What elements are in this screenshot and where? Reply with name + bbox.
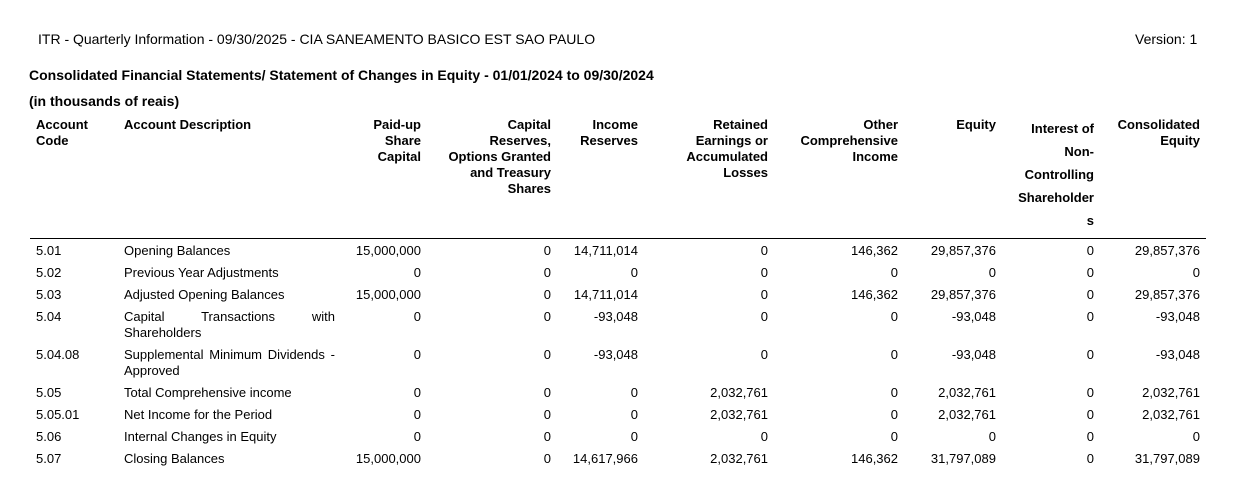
table-row — [30, 307, 1206, 345]
capital-reserves-value: 0 — [543, 385, 551, 400]
header-line: Paid-up — [373, 117, 421, 132]
table-row — [30, 449, 1206, 471]
col-header-equity: Equity — [904, 115, 1002, 239]
header-line: Retained — [713, 117, 768, 132]
col-header-other-comprehensive-income — [774, 115, 904, 239]
table-header-row — [30, 115, 1206, 239]
nci-value: 0 — [1086, 309, 1094, 324]
nci-value: 0 — [1086, 429, 1094, 444]
account-description: Supplemental Minimum Dividends - Approved — [124, 347, 335, 378]
header-line: Income — [592, 117, 638, 132]
header-line: Equity — [1160, 133, 1200, 148]
header-line: Non- — [1064, 144, 1094, 159]
nci-value: 0 — [1086, 243, 1094, 258]
equity-changes-table — [30, 115, 1206, 471]
account-description: Closing Balances — [124, 451, 225, 466]
oci-value: 0 — [890, 407, 898, 422]
header-line: Options Granted — [448, 149, 551, 164]
consolidated-equity-value: 29,857,376 — [1134, 287, 1200, 302]
capital-reserves-value: 0 — [543, 265, 551, 280]
paid-up-capital-value: 15,000,000 — [355, 243, 421, 258]
equity-value: 2,032,761 — [938, 407, 996, 422]
col-header-income-reserves — [557, 115, 644, 239]
account-code: 5.04 — [36, 309, 62, 324]
table-row — [30, 285, 1206, 307]
capital-reserves-value: 0 — [543, 451, 551, 466]
account-code: 5.01 — [36, 243, 62, 258]
unit-subtitle: (in thousands of reais) — [29, 93, 180, 109]
header-line: s — [1086, 213, 1094, 228]
header-line: Comprehensive — [800, 133, 898, 148]
oci-value: 0 — [890, 347, 898, 362]
equity-value: 2,032,761 — [938, 385, 996, 400]
account-description: Net Income for the Period — [124, 407, 273, 422]
header-line: Consolidated — [1117, 117, 1200, 132]
oci-value: 146,362 — [851, 451, 898, 466]
header-line: Reserves — [580, 133, 638, 148]
account-code: 5.06 — [36, 429, 62, 444]
header-line: Earnings or — [695, 133, 768, 148]
capital-reserves-value: 0 — [543, 309, 551, 324]
col-header-non-controlling-interest — [1002, 115, 1100, 239]
paid-up-capital-value: 0 — [413, 407, 421, 422]
retained-earnings-value: 0 — [760, 347, 768, 362]
account-description: Internal Changes in Equity — [124, 429, 277, 444]
paid-up-capital-value: 0 — [413, 265, 421, 280]
capital-reserves-value: 0 — [543, 429, 551, 444]
nci-value: 0 — [1086, 385, 1094, 400]
table-row — [30, 383, 1206, 405]
account-code: 5.02 — [36, 265, 62, 280]
paid-up-capital-value: 0 — [413, 309, 421, 324]
income-reserves-value: 0 — [630, 385, 638, 400]
consolidated-equity-value: 2,032,761 — [1142, 407, 1200, 422]
header-line: Accumulated — [686, 149, 768, 164]
version-label: Version: 1 — [1135, 31, 1198, 47]
table-row — [30, 405, 1206, 427]
nci-value: 0 — [1086, 347, 1094, 362]
col-header-retained-earnings — [644, 115, 774, 239]
oci-value: 146,362 — [851, 243, 898, 258]
equity-value: 31,797,089 — [930, 451, 996, 466]
capital-reserves-value: 0 — [543, 243, 551, 258]
col-header-capital-reserves — [427, 115, 557, 239]
account-code: 5.07 — [36, 451, 62, 466]
income-reserves-value: 0 — [630, 429, 638, 444]
account-code: 5.05 — [36, 385, 62, 400]
statement-title: Consolidated Financial Statements/ Statement of Changes in Equity - 01/01/2024 to 09/30/2024 — [29, 67, 654, 83]
oci-value: 0 — [890, 265, 898, 280]
income-reserves-value: 14,617,966 — [572, 451, 638, 466]
retained-earnings-value: 2,032,761 — [710, 451, 768, 466]
paid-up-capital-value: 0 — [413, 347, 421, 362]
retained-earnings-value: 0 — [760, 309, 768, 324]
equity-value: -93,048 — [951, 309, 996, 324]
account-description: Capital Transactions with Shareholders — [124, 309, 335, 340]
nci-value: 0 — [1086, 265, 1094, 280]
oci-value: 0 — [890, 309, 898, 324]
table-row — [30, 345, 1206, 383]
retained-earnings-value: 0 — [760, 243, 768, 258]
header-line: Interest of — [1031, 121, 1094, 136]
header-line: Shareholder — [1018, 190, 1094, 205]
consolidated-equity-value: 2,032,761 — [1142, 385, 1200, 400]
header-line: Code — [36, 133, 69, 148]
capital-reserves-value: 0 — [543, 287, 551, 302]
retained-earnings-value: 0 — [760, 429, 768, 444]
equity-value: -93,048 — [951, 347, 996, 362]
account-code: 5.05.01 — [36, 407, 80, 422]
header-line: Share — [384, 133, 421, 148]
consolidated-equity-value: 29,857,376 — [1134, 243, 1200, 258]
income-reserves-value: 14,711,014 — [573, 287, 638, 302]
header-line: Capital — [507, 117, 551, 132]
income-reserves-value: 0 — [630, 265, 638, 280]
header-line: Losses — [723, 165, 768, 180]
equity-value: 29,857,376 — [930, 243, 996, 258]
account-description: Adjusted Opening Balances — [124, 287, 285, 302]
income-reserves-value: 14,711,014 — [573, 243, 638, 258]
equity-value: 0 — [988, 265, 996, 280]
consolidated-equity-value: 31,797,089 — [1134, 451, 1200, 466]
income-reserves-value: -93,048 — [593, 347, 638, 362]
retained-earnings-value: 2,032,761 — [710, 385, 768, 400]
consolidated-equity-value: -93,048 — [1155, 347, 1200, 362]
oci-value: 0 — [890, 429, 898, 444]
capital-reserves-value: 0 — [543, 407, 551, 422]
paid-up-capital-value: 15,000,000 — [355, 451, 421, 466]
account-description: Previous Year Adjustments — [124, 265, 279, 280]
consolidated-equity-value: -93,048 — [1155, 309, 1200, 324]
table-row — [30, 239, 1206, 264]
header-line: Income — [852, 149, 898, 164]
paid-up-capital-value: 0 — [413, 385, 421, 400]
retained-earnings-value: 2,032,761 — [710, 407, 768, 422]
consolidated-equity-value: 0 — [1192, 429, 1200, 444]
table-row — [30, 427, 1206, 449]
account-code: 5.04.08 — [36, 347, 80, 362]
oci-value: 0 — [890, 385, 898, 400]
col-header-paid-up-capital — [341, 115, 427, 239]
col-header-code — [30, 115, 118, 239]
account-description: Opening Balances — [124, 243, 231, 258]
table-row — [30, 263, 1206, 285]
nci-value: 0 — [1086, 287, 1094, 302]
account-description: Total Comprehensive income — [124, 385, 292, 400]
nci-value: 0 — [1086, 407, 1094, 422]
paid-up-capital-value: 15,000,000 — [355, 287, 421, 302]
nci-value: 0 — [1086, 451, 1094, 466]
income-reserves-value: -93,048 — [593, 309, 638, 324]
account-code: 5.03 — [36, 287, 62, 302]
capital-reserves-value: 0 — [543, 347, 551, 362]
header-line: Shares — [507, 181, 551, 196]
header-line: Reserves, — [489, 133, 551, 148]
col-header-consolidated-equity — [1100, 115, 1206, 239]
header-line: Other — [863, 117, 898, 132]
consolidated-equity-value: 0 — [1192, 265, 1200, 280]
header-line: Controlling — [1024, 167, 1094, 182]
header-line: Capital — [377, 149, 421, 164]
header-line: Account — [36, 117, 88, 132]
header-line: and Treasury — [470, 165, 551, 180]
equity-value: 0 — [988, 429, 996, 444]
income-reserves-value: 0 — [630, 407, 638, 422]
equity-value: 29,857,376 — [930, 287, 996, 302]
retained-earnings-value: 0 — [760, 265, 768, 280]
oci-value: 146,362 — [851, 287, 898, 302]
col-header-description: Account Description — [118, 115, 341, 239]
retained-earnings-value: 0 — [760, 287, 768, 302]
document-header: ITR - Quarterly Information - 09/30/2025 - CIA SANEAMENTO BASICO EST SAO PAULO — [38, 31, 596, 47]
paid-up-capital-value: 0 — [413, 429, 421, 444]
